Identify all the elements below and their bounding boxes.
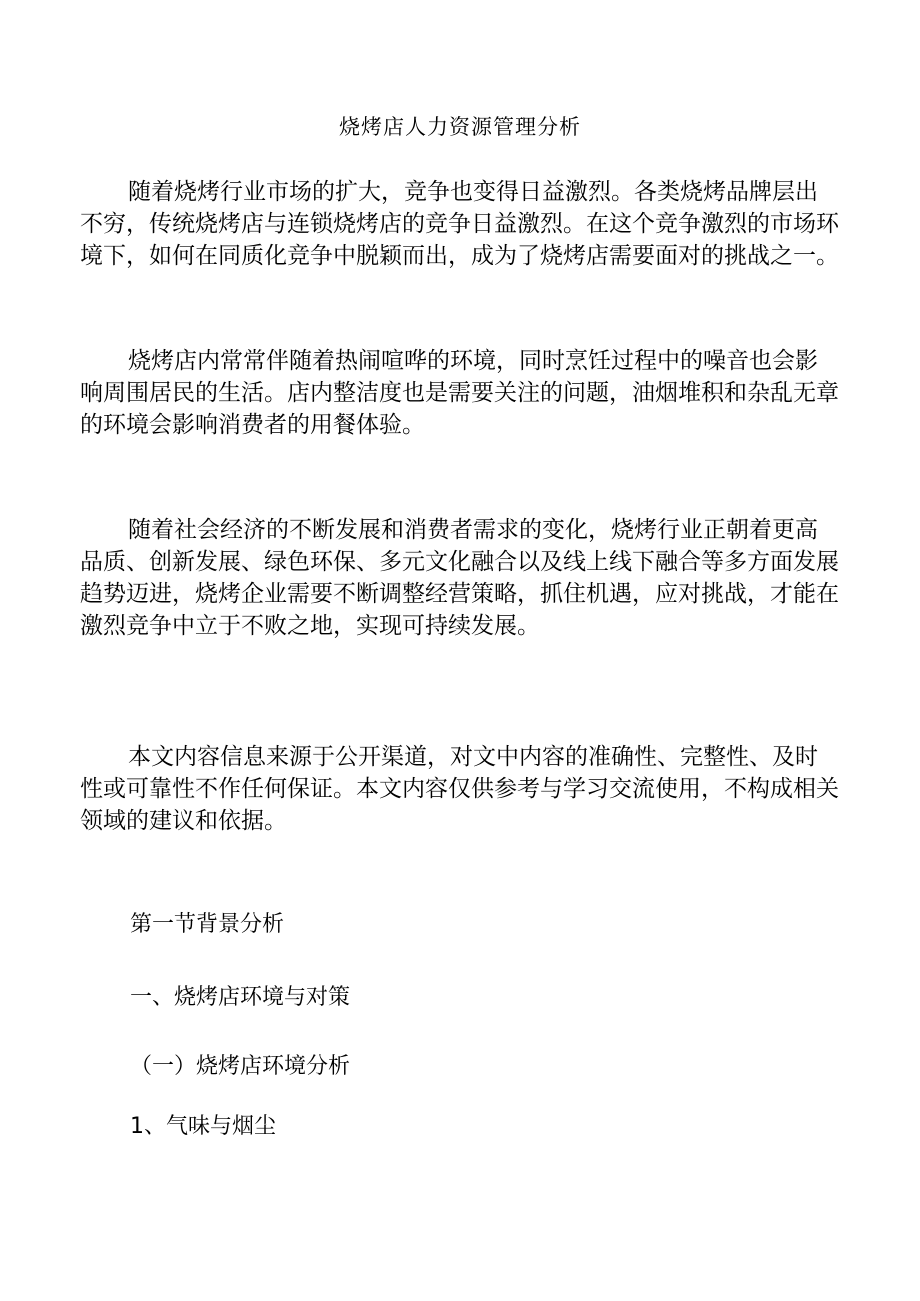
section-heading: 第一节背景分析 bbox=[130, 912, 285, 937]
paragraph-line: 趋势迈进，烧烤企业需要不断调整经营策略，抓住机遇，应对挑战，才能在 bbox=[80, 581, 839, 607]
subheading-level-3: 1、气味与烟尘 bbox=[130, 1114, 276, 1139]
paragraph-line: 随着烧烤行业市场的扩大，竞争也变得日益激烈。各类烧烤品牌层出 bbox=[128, 179, 818, 205]
paragraph-environment bbox=[80, 345, 840, 441]
paragraph-line: 品质、创新发展、绿色环保、多元文化融合以及线上线下融合等多方面发展 bbox=[80, 549, 839, 575]
subheading-level-2: （一）烧烤店环境分析 bbox=[130, 1054, 351, 1079]
subheading-level-1: 一、烧烤店环境与对策 bbox=[130, 985, 351, 1010]
paragraph-line: 境下，如何在同质化竞争中脱颖而出，成为了烧烤店需要面对的挑战之一。 bbox=[80, 243, 839, 269]
paragraph-line: 随着社会经济的不断发展和消费者需求的变化，烧烤行业正朝着更高 bbox=[128, 517, 818, 543]
paragraph-line: 响周围居民的生活。店内整洁度也是需要关注的问题，油烟堆积和杂乱无章 bbox=[80, 380, 839, 406]
paragraph-trends bbox=[80, 514, 840, 642]
paragraph-line: 性或可靠性不作任何保证。本文内容仅供参考与学习交流使用，不构成相关 bbox=[80, 776, 839, 802]
paragraph-line: 激烈竞争中立于不败之地，实现可持续发展。 bbox=[80, 613, 540, 639]
paragraph-line: 领域的建议和依据。 bbox=[80, 808, 287, 834]
paragraph-line: 的环境会影响消费者的用餐体验。 bbox=[80, 412, 425, 438]
paragraph-line: 不穷，传统烧烤店与连锁烧烤店的竞争日益激烈。在这个竞争激烈的市场环 bbox=[80, 211, 839, 237]
document-title: 烧烤店人力资源管理分析 bbox=[339, 115, 581, 139]
paragraph-intro bbox=[80, 176, 840, 272]
paragraph-line: 本文内容信息来源于公开渠道，对文中内容的准确性、完整性、及时 bbox=[128, 744, 818, 770]
paragraph-disclaimer bbox=[80, 741, 840, 837]
paragraph-line: 烧烤店内常常伴随着热闹喧哗的环境，同时烹饪过程中的噪音也会影 bbox=[128, 348, 818, 374]
